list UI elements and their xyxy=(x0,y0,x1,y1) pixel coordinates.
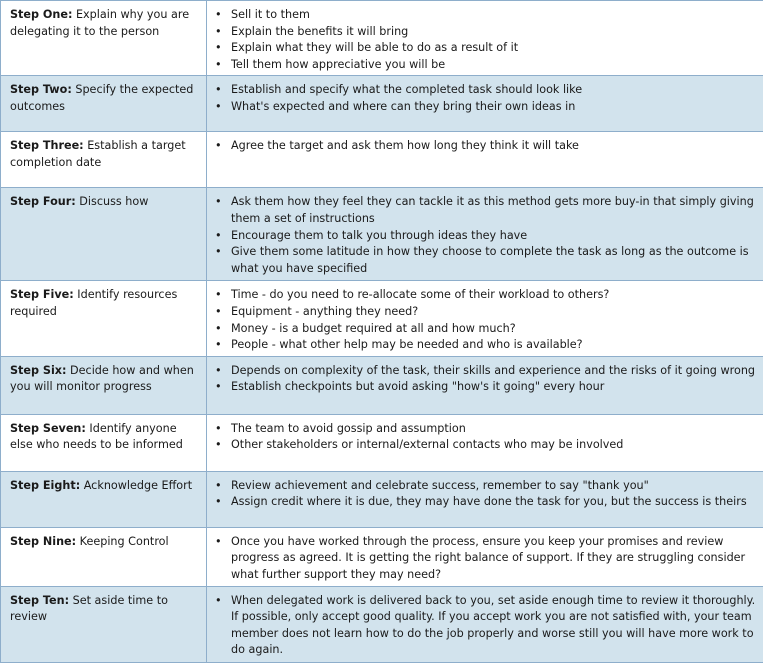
step-cell xyxy=(1,586,207,662)
list-item: • When delegated work is delivered back to you, set aside enough time to review it thoroughly. If possible, only accept good quality. If you accept work you are not satisfied with, your team member does not learn how to do the job properly and worse still you will have more work to do again. xyxy=(213,593,757,659)
table-row xyxy=(1,188,763,281)
bullet-list xyxy=(213,287,757,353)
step-cell xyxy=(1,132,207,188)
step-cell xyxy=(1,76,207,132)
details-cell xyxy=(207,414,763,471)
list-item: • Review achievement and celebrate success, remember to say "thank you" xyxy=(213,478,757,495)
details-cell xyxy=(207,586,763,662)
step-title: Step Eight: xyxy=(10,478,81,492)
list-item: • Other stakeholders or internal/external contacts who may be involved xyxy=(213,437,757,454)
details-cell xyxy=(207,1,763,76)
table-row xyxy=(1,586,763,662)
details-cell xyxy=(207,132,763,188)
list-item: • Depends on complexity of the task, their skills and experience and the risks of it going wrong xyxy=(213,363,757,380)
step-title: Step Ten: xyxy=(10,593,70,607)
step-description: Specify the expected outcomes xyxy=(10,83,194,113)
step-title: Step Five: xyxy=(10,288,74,302)
list-item: • Agree the target and ask them how long they think it will take xyxy=(213,138,757,155)
list-item: • Establish checkpoints but avoid asking "how's it going" every hour xyxy=(213,379,757,396)
bullet-list xyxy=(213,534,757,584)
step-title: Step One: xyxy=(10,8,73,21)
bullet-list xyxy=(213,478,757,511)
table-row xyxy=(1,1,763,76)
list-item: • What's expected and where can they bring their own ideas in xyxy=(213,99,757,116)
bullet-list xyxy=(213,593,757,659)
list-item: • Assign credit where it is due, they may have done the task for you, but the success is theirs xyxy=(213,494,757,511)
bullet-list xyxy=(213,82,757,115)
step-cell xyxy=(1,356,207,414)
table-row xyxy=(1,414,763,471)
step-description: Establish a target completion date xyxy=(10,139,186,169)
table-row xyxy=(1,281,763,356)
step-title: Step Nine: xyxy=(10,534,77,548)
details-cell xyxy=(207,471,763,527)
bullet-list xyxy=(213,194,757,277)
list-item: • Sell it to them xyxy=(213,7,757,24)
step-cell xyxy=(1,414,207,471)
list-item: • Give them some latitude in how they choose to complete the task as long as the outcome is what you have specified xyxy=(213,244,757,277)
step-title: Step Two: xyxy=(10,83,72,97)
step-description: Keeping Control xyxy=(76,534,169,548)
step-cell xyxy=(1,188,207,281)
step-cell xyxy=(1,527,207,586)
step-title: Step Seven: xyxy=(10,421,86,435)
list-item: • People - what other help may be needed and who is available? xyxy=(213,337,757,354)
step-cell xyxy=(1,1,207,76)
list-item: • Ask them how they feel they can tackle it as this method gets more buy-in that simply giving them a set of instructions xyxy=(213,194,757,227)
step-description: Set aside time to review xyxy=(10,593,168,624)
bullet-list xyxy=(213,138,757,155)
table-row xyxy=(1,471,763,527)
list-item: • Explain the benefits it will bring xyxy=(213,24,757,41)
details-cell xyxy=(207,527,763,586)
details-cell xyxy=(207,188,763,281)
details-cell xyxy=(207,76,763,132)
list-item: • Money - is a budget required at all and how much? xyxy=(213,321,757,338)
step-description: Acknowledge Effort xyxy=(80,478,193,492)
table-row xyxy=(1,76,763,132)
details-cell xyxy=(207,281,763,356)
bullet-list xyxy=(213,363,757,396)
step-description: Identify resources required xyxy=(10,288,178,318)
bullet-list xyxy=(213,421,757,454)
list-item: • Time - do you need to re-allocate some of their workload to others? xyxy=(213,287,757,304)
step-title: Step Three: xyxy=(10,139,84,153)
list-item: • Tell them how appreciative you will be xyxy=(213,57,757,74)
step-description: Identify anyone else who needs to be informed xyxy=(10,421,183,452)
table-row xyxy=(1,132,763,188)
details-cell xyxy=(207,356,763,414)
table-row xyxy=(1,527,763,586)
step-description: Explain why you are delegating it to the person xyxy=(10,8,190,38)
list-item: • Equipment - anything they need? xyxy=(213,304,757,321)
step-title: Step Six: xyxy=(10,363,67,377)
list-item: • Once you have worked through the process, ensure you keep your promises and review progress as agreed. It is getting the right balance of support. If they are struggling consider what further support they may need? xyxy=(213,534,757,584)
list-item: • Establish and specify what the completed task should look like xyxy=(213,82,757,99)
step-title: Step Four: xyxy=(10,195,76,209)
step-cell xyxy=(1,471,207,527)
step-description: Discuss how xyxy=(75,195,149,209)
bullet-list xyxy=(213,7,757,73)
list-item: • Encourage them to talk you through ideas they have xyxy=(213,228,757,245)
list-item: • The team to avoid gossip and assumption xyxy=(213,421,757,438)
table-row xyxy=(1,356,763,414)
list-item: • Explain what they will be able to do as a result of it xyxy=(213,40,757,57)
step-cell xyxy=(1,281,207,356)
step-description: Decide how and when you will monitor progress xyxy=(10,363,194,394)
